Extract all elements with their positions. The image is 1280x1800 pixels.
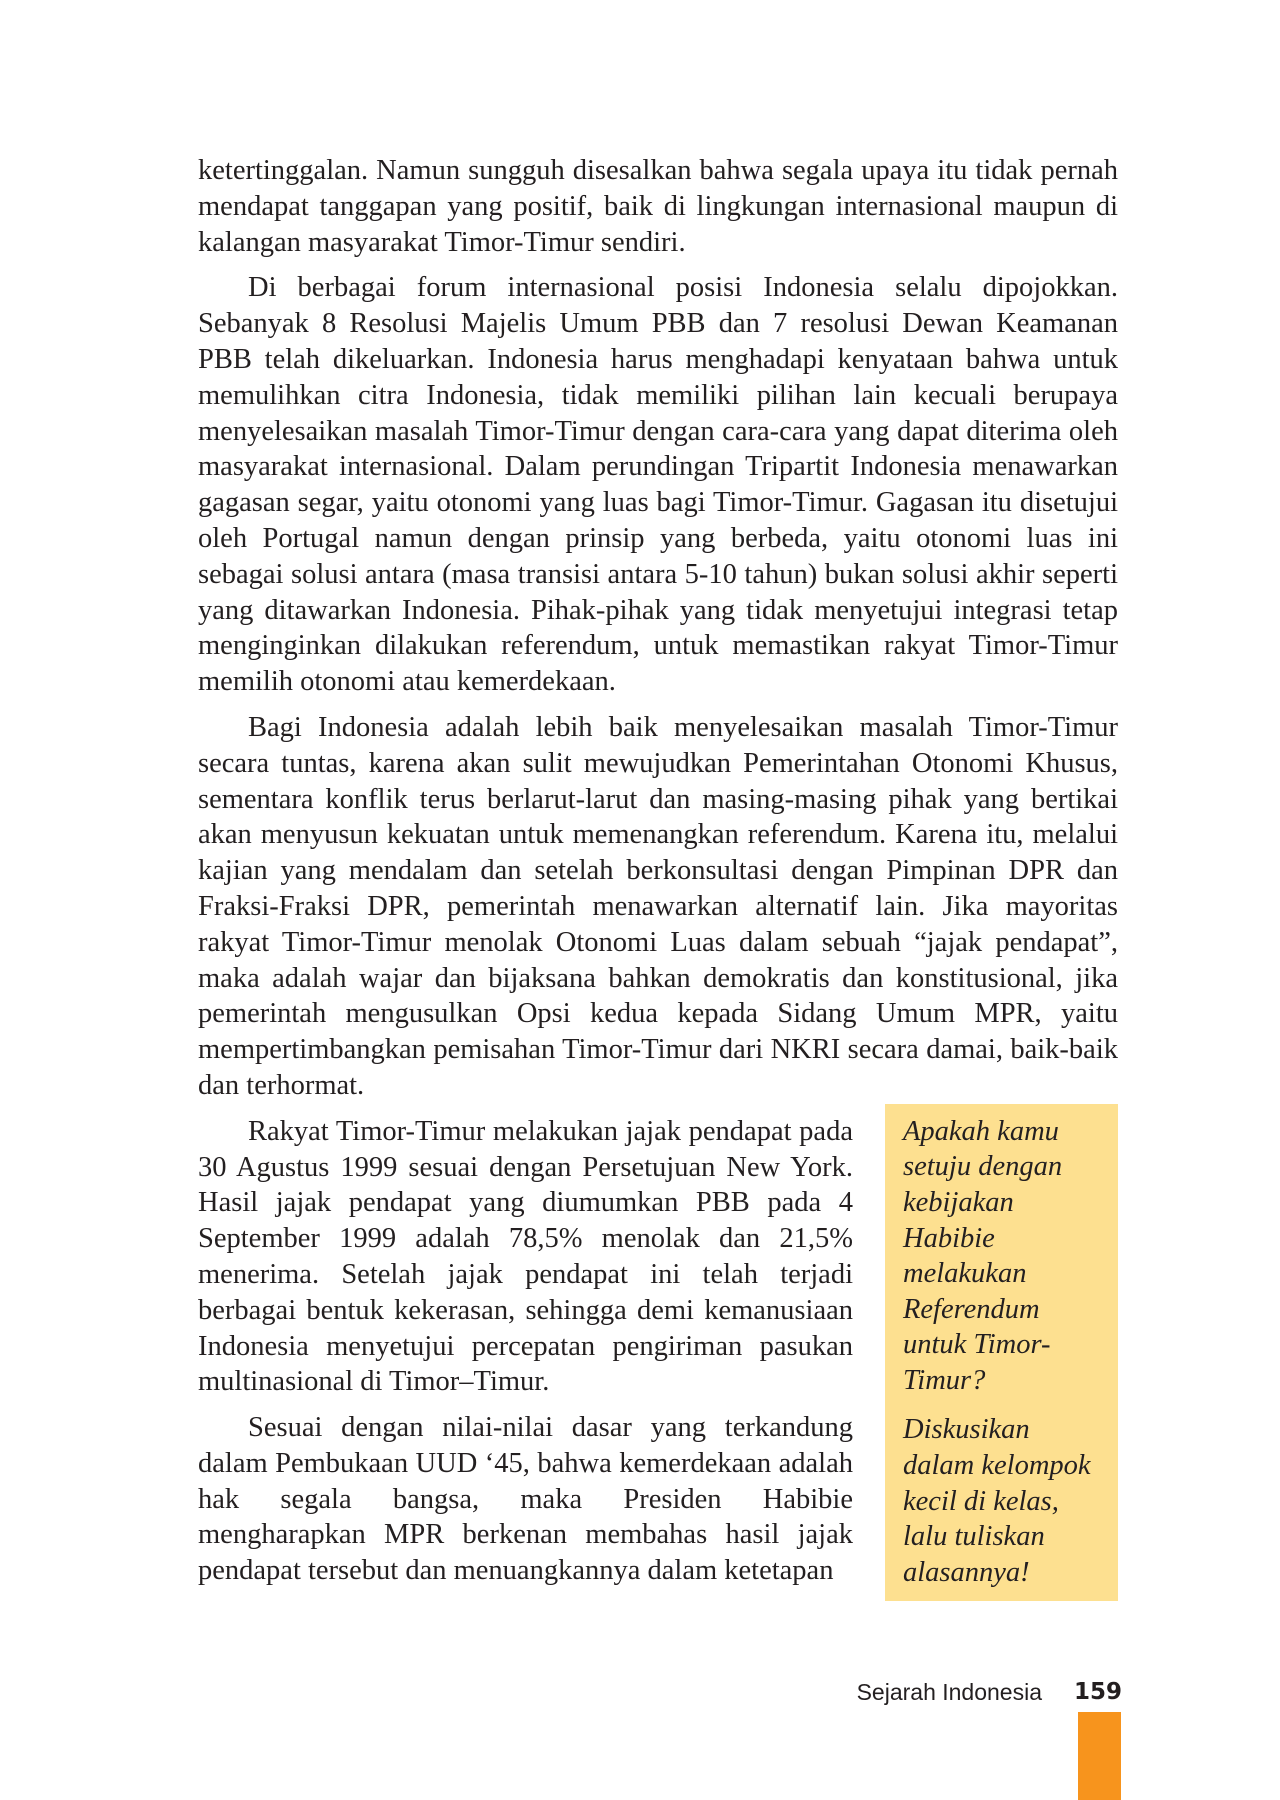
paragraph-5: Sesuai dengan nilai-nilai dasar yang terkandung dalam Pembukaan UUD ‘45, bahwa kemerdekaan adalah hak segala bangsa, maka Presiden Habibie mengharapkan MPR berkenan membahas hasil jajak pendapat tersebut dan menuangkannya dalam ketetapan bbox=[198, 1412, 853, 1587]
footer-book-title: Sejarah Indonesia bbox=[856, 1679, 1042, 1705]
callout-instruction: Diskusikan dalam kelompok kecil di kelas, lalu tuliskan alasannya! bbox=[903, 1414, 1091, 1588]
page-footer bbox=[856, 1677, 1123, 1713]
page-body bbox=[198, 153, 1118, 1599]
discussion-callout-box bbox=[885, 1104, 1118, 1601]
orange-page-tab bbox=[1078, 1712, 1121, 1800]
paragraph-2: Di berbagai forum internasional posisi Indonesia selalu dipojokkan. Sebanyak 8 Resolusi Majelis Umum PBB dan 7 resolusi Dewan Keamanan PBB telah dikeluarkan. Indonesia harus menghadapi kenyataan bahwa untuk memulihkan citra Indonesia, tidak memiliki pilihan lain kecuali berupaya menyelesaikan masalah Timor-Timur dengan cara-cara yang dapat diterima oleh masyarakat internasional. Dalam perundingan Tripartit Indonesia menawarkan gagasan segar, yaitu otonomi yang luas bagi Timor-Timur. Gagasan itu disetujui oleh Portugal namun dengan prinsip yang berbeda, yaitu otonomi luas ini sebagai solusi antara (masa transisi antara 5-10 tahun) bukan solusi akhir seperti yang ditawarkan Indonesia. Pihak-pihak yang tidak menyetujui integrasi tetap menginginkan dilakukan referendum, untuk memastikan rakyat Timor-Timur memilih otonomi atau kemerdekaan. bbox=[198, 272, 1118, 698]
paragraph-3: Bagi Indonesia adalah lebih baik menyelesaikan masalah Timor-Timur secara tuntas, karena akan sulit mewujudkan Pemerintahan Otonomi Khusus, sementara konflik terus berlarut-larut dan masing-masing pihak yang bertikai akan menyusun kekuatan untuk memenangkan referendum. Karena itu, melalui kajian yang mendalam dan setelah berkonsultasi dengan Pimpinan DPR dan Fraksi-Fraksi DPR, pemerintah menawarkan alternatif lain. Jika mayoritas rakyat Timor-Timur menolak Otonomi Luas dalam sebuah “jajak pendapat”, maka adalah wajar dan bijaksana bahkan demokratis dan konstitusional, jika pemerintah mengusulkan Opsi kedua kepada Sidang Umum MPR, yaitu mempertimbangkan pemisahan Timor-Timur dari NKRI secara damai, baik-baik dan terhormat. bbox=[198, 711, 1118, 1101]
split-section bbox=[198, 1114, 1118, 1589]
split-left-column bbox=[198, 1114, 853, 1589]
page-number: 159 bbox=[1074, 1679, 1123, 1705]
callout-question: Apakah kamu setuju dengan kebijakan Habibie melakukan Referendum untuk Timor-Timur? bbox=[903, 1115, 1063, 1396]
paragraph-1: ketertinggalan. Namun sungguh disesalkan bahwa segala upaya itu tidak pernah mendapat tanggapan yang positif, baik di lingkungan internasional maupun di kalangan masyarakat Timor-Timur sendiri. bbox=[198, 155, 1118, 258]
paragraph-4: Rakyat Timor-Timur melakukan jajak pendapat pada 30 Agustus 1999 sesuai dengan Persetujuan New York. Hasil jajak pendapat yang diumumkan PBB pada 4 September 1999 adalah 78,5% menolak dan 21,5% menerima. Setelah jajak pendapat ini telah terjadi berbagai bentuk kekerasan, sehingga demi kemanusiaan Indonesia menyetujui percepatan pengiriman pasukan multinasional di Timor–Timur. bbox=[198, 1115, 853, 1398]
